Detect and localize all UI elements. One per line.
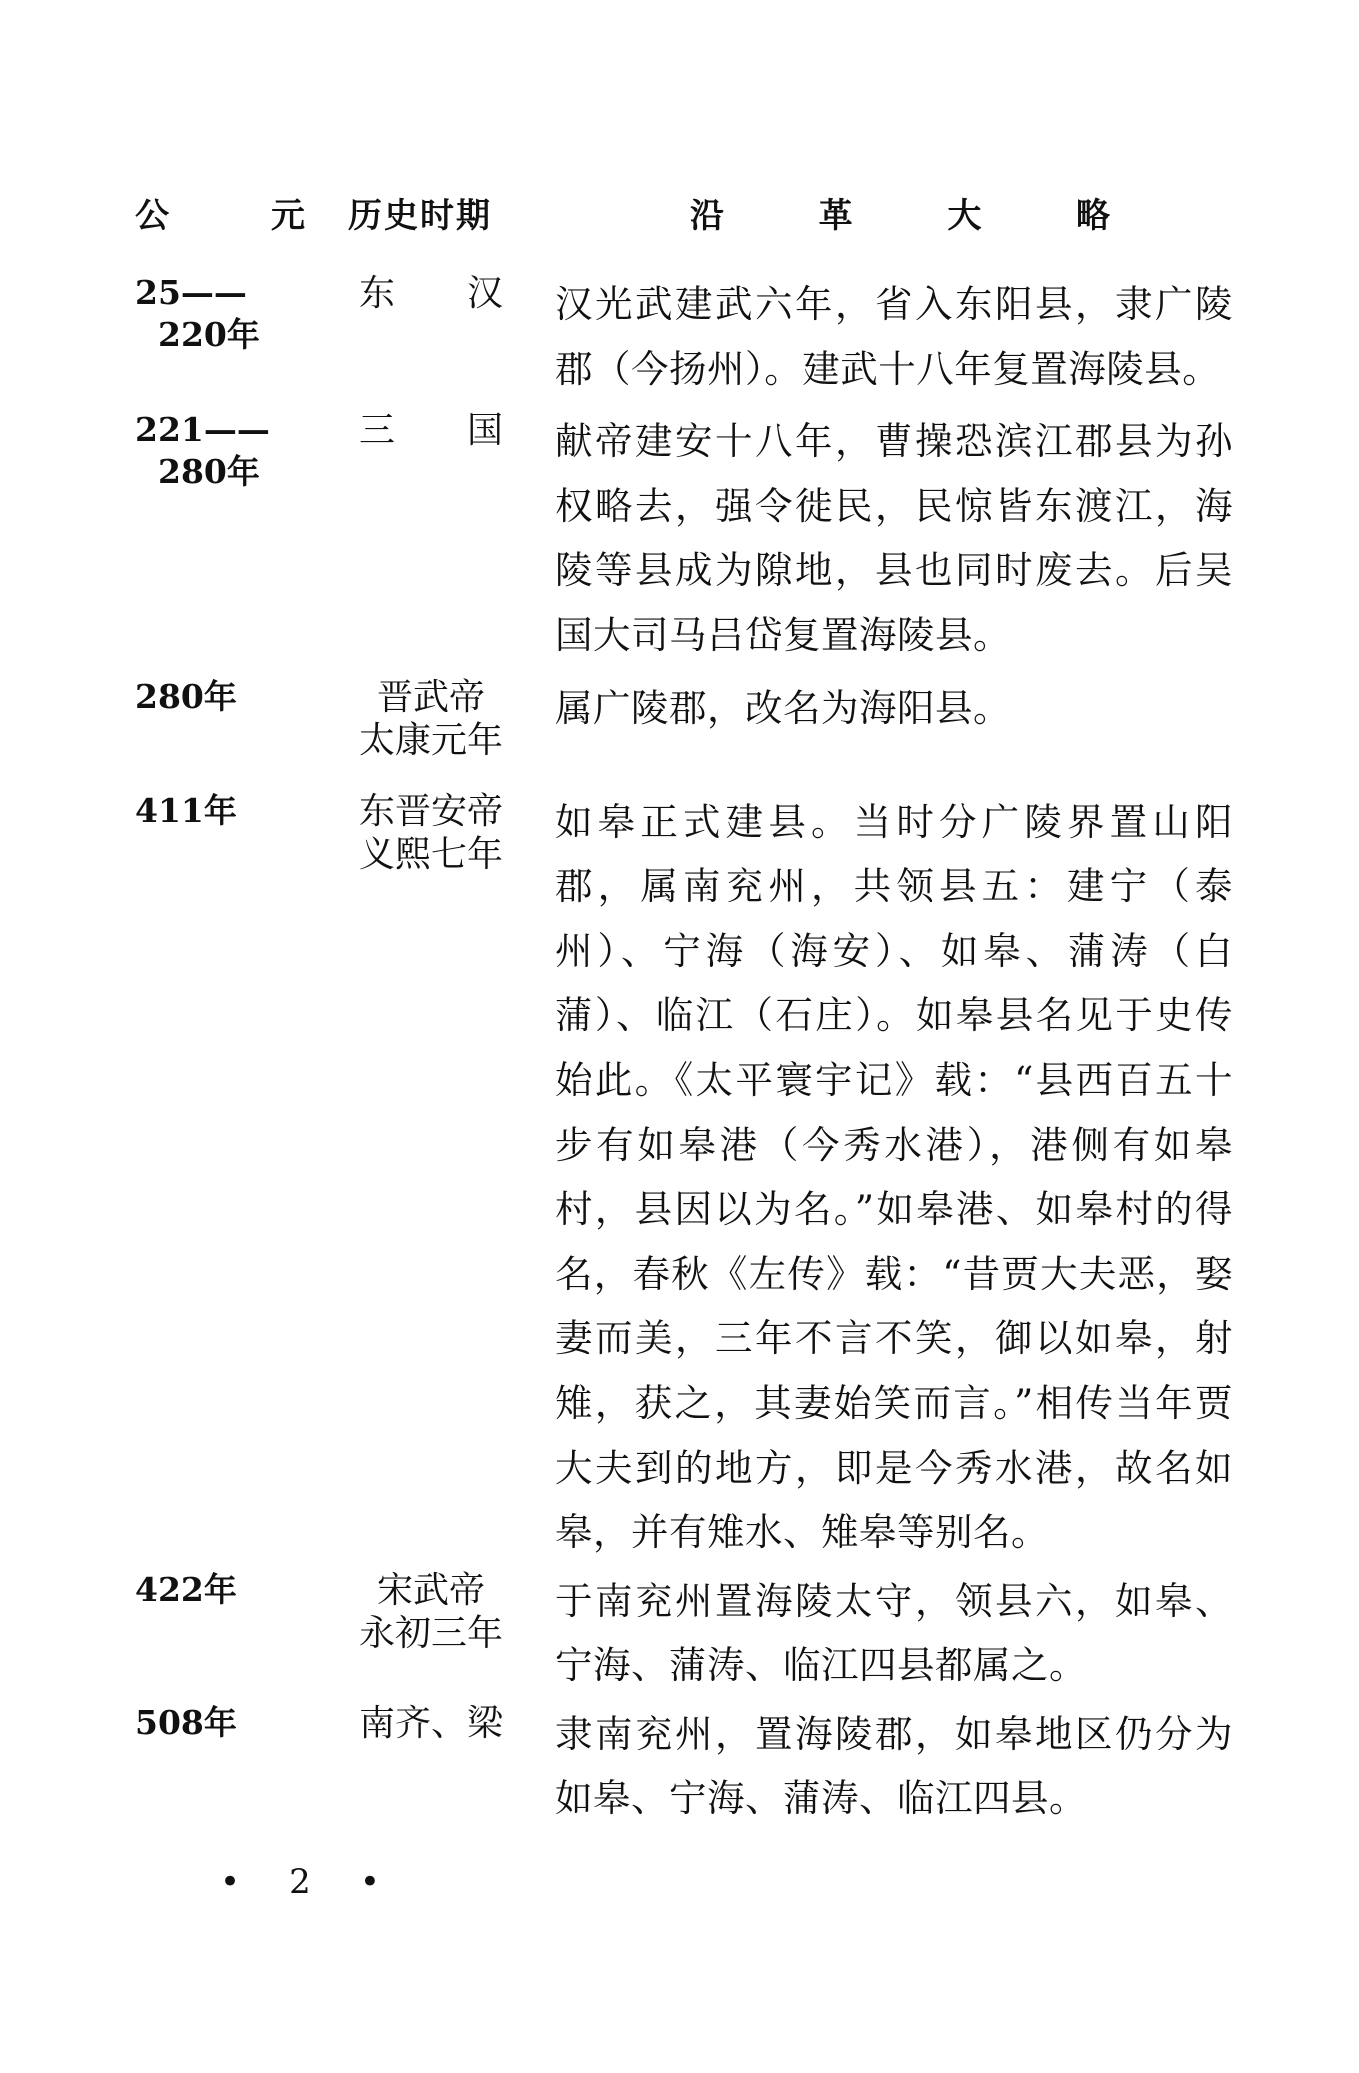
row-period: 东晋安帝 义熙七年 (358, 790, 503, 875)
table-row (0, 272, 1359, 401)
table-row (0, 1702, 1359, 1831)
header-summary (690, 188, 1110, 237)
row-year: 422年 (135, 1569, 237, 1609)
page-number: 2 (289, 1862, 311, 1902)
row-year: 280年 (135, 676, 237, 716)
table-row (0, 409, 1359, 667)
table-row (0, 676, 1359, 776)
row-period: 宋武帝 永初三年 (358, 1569, 503, 1654)
header-year-char-1: 公 (135, 196, 169, 236)
table-row (0, 1569, 1359, 1698)
row-year: 221—— 280年 (135, 410, 270, 492)
header-summary-char-1: 沿 (690, 196, 724, 236)
row-period: 南齐、梁 (358, 1702, 503, 1744)
table-row (0, 790, 1359, 1565)
chronology-table (0, 272, 1359, 1831)
row-year: 25—— 220年 (135, 273, 260, 354)
header-year (135, 188, 305, 237)
row-year: 411年 (135, 790, 237, 830)
row-summary: 于南兖州置海陵太守，领县六，如皋、宁海、蒲涛、临江四县都属之。 (555, 1578, 1233, 1688)
row-summary: 汉光武建武六年，省入东阳县，隶广陵郡（今扬州）。建武十八年复置海陵县。 (555, 282, 1233, 391)
row-period: 东 汉 (358, 273, 503, 314)
row-period: 三 国 (358, 410, 503, 452)
row-year: 508年 (135, 1702, 237, 1742)
header-summary-char-2: 革 (818, 196, 853, 236)
row-period: 晋武帝 太康元年 (358, 676, 503, 761)
page-footer (220, 1862, 380, 1902)
row-summary: 如皋正式建县。当时分广陵界置山阳郡，属南兖州，共领县五：建宁（泰州）、宁海（海安）、如皋、蒲涛（白蒲）、临江（石庄）。如皋县名见于史传始此。《太平寰宇记》载：“县西百五十步有如皋港（今秀水港），港侧有如皋村，县因以为名。”如皋港、如皋村的得名，春秋《左传》载：“昔贾大夫恶，娶妻而美，三年不言不笑，御以如皋，射雉，获之，其妻始笑而言。”相传当年贾大夫到的地方，即是今秀水港，故名如皋，并有雉水、雉皋等别名。 (555, 799, 1233, 1555)
header-summary-char-3: 大 (947, 196, 982, 236)
header-summary-char-4: 略 (1075, 196, 1110, 236)
table-header (0, 188, 1359, 238)
header-year-char-2: 元 (271, 196, 305, 236)
row-summary: 属广陵郡，改名为海阳县。 (555, 685, 1011, 730)
footer-dot-left: • (220, 1862, 241, 1902)
row-summary: 献帝建安十八年，曹操恐滨江郡县为孙权略去，强令徙民，民惊皆东渡江，海陵等县成为隙地，县也同时废去。后吴国大司马吕岱复置海陵县。 (555, 419, 1233, 657)
row-summary: 隶南兖州，置海陵郡，如皋地区仍分为如皋、宁海、蒲涛、临江四县。 (555, 1711, 1233, 1821)
footer-dot-right: • (359, 1862, 380, 1902)
header-period: 历史时期 (348, 196, 492, 236)
